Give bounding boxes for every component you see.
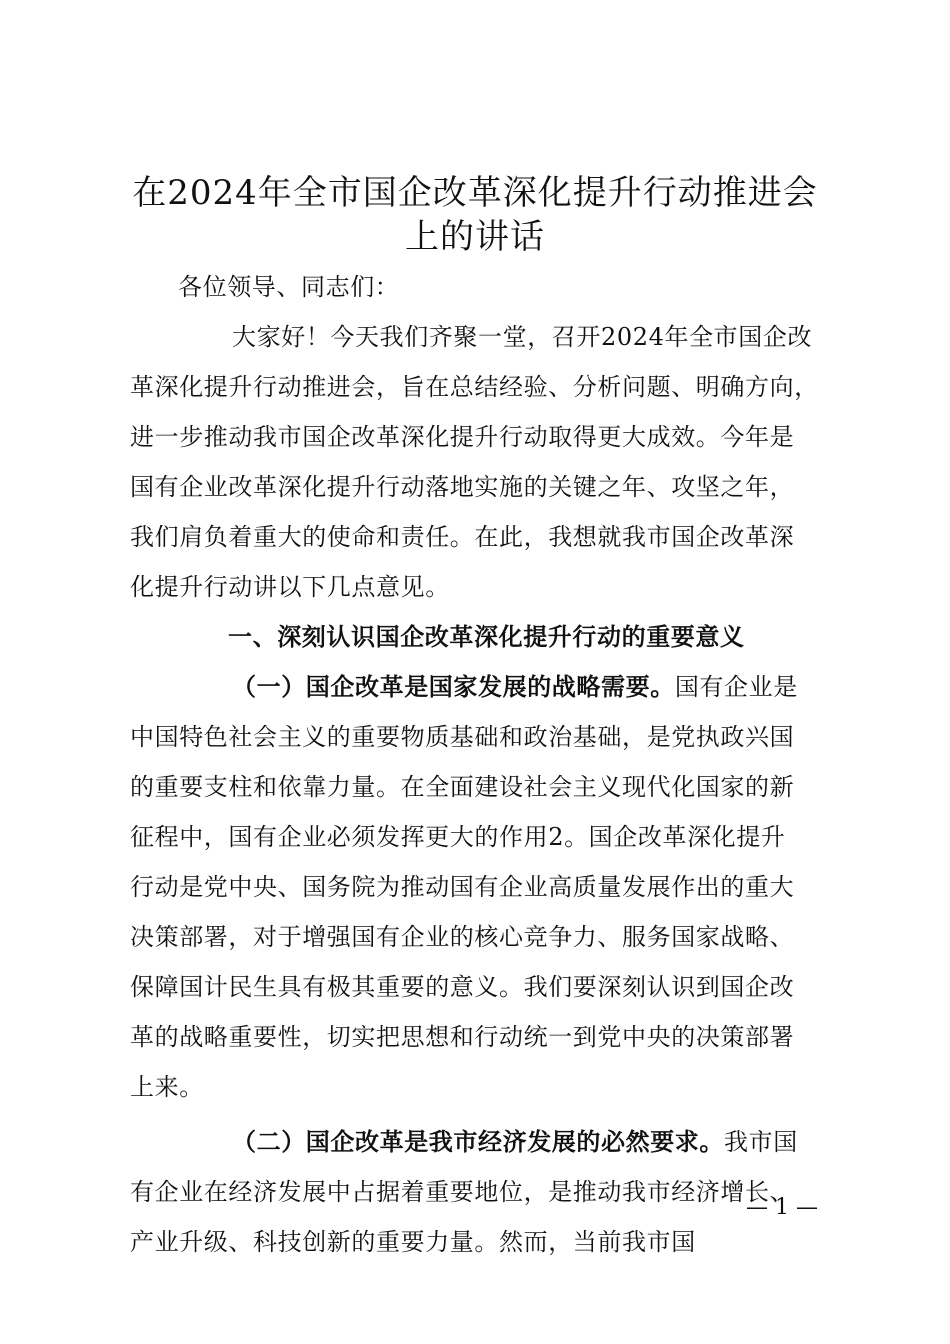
section-1-heading: 一、深刻认识国企改革深化提升行动的重要意义	[228, 622, 745, 651]
intro-line-4: 国有企业改革深化提升行动落地实施的关键之年、攻坚之年，	[130, 473, 795, 501]
page-number: — 1 —	[746, 1195, 818, 1220]
intro-line-5: 我们肩负着重大的使命和责任。在此，我想就我市国企改革深	[130, 523, 795, 551]
intro-line-2: 革深化提升行动推进会，旨在总结经验、分析问题、明确方向，	[130, 373, 819, 401]
subsection-1-line-9: 上来。	[130, 1073, 204, 1101]
intro-line-1: 大家好！今天我们齐聚一堂，召开2024年全市国企改	[232, 323, 813, 351]
subsection-1-first-line	[232, 670, 798, 704]
subsection-1-line-4: 征程中，国有企业必须发挥更大的作用2。国企改革深化提升	[130, 823, 786, 851]
subsection-2-first-line	[232, 1125, 798, 1159]
document-title-line-2: 上的讲话	[405, 217, 545, 257]
subsection-1-line-6: 决策部署，对于增强国有企业的核心竞争力、服务国家战略、	[130, 923, 795, 951]
document-title-line-1: 在2024年全市国企改革深化提升行动推进会	[132, 173, 818, 213]
subsection-1-line-2: 中国特色社会主义的重要物质基础和政治基础，是党执政兴国	[130, 723, 795, 751]
subsection-1-line-8: 革的战略重要性，切实把思想和行动统一到党中央的决策部署	[130, 1023, 795, 1051]
subsection-2-line-2: 有企业在经济发展中占据着重要地位，是推动我市经济增长、	[130, 1178, 795, 1206]
subsection-1-text: 国有企业是	[674, 673, 798, 701]
subsection-2-text: 我市国	[724, 1128, 798, 1156]
intro-line-6: 化提升行动讲以下几点意见。	[130, 573, 450, 601]
subsection-1-line-3: 的重要支柱和依靠力量。在全面建设社会主义现代化国家的新	[130, 773, 795, 801]
subsection-2-lead: （二）国企改革是我市经济发展的必然要求。	[232, 1127, 724, 1156]
salutation: 各位领导、同志们：	[178, 273, 400, 301]
subsection-1-line-5: 行动是党中央、国务院为推动国有企业高质量发展作出的重大	[130, 873, 795, 901]
subsection-1-lead: （一）国企改革是国家发展的战略需要。	[232, 672, 675, 701]
subsection-2-line-3: 产业升级、科技创新的重要力量。然而，当前我市国	[130, 1228, 696, 1256]
intro-line-3: 进一步推动我市国企改革深化提升行动取得更大成效。今年是	[130, 423, 795, 451]
subsection-1-line-7: 保障国计民生具有极其重要的意义。我们要深刻认识到国企改	[130, 973, 795, 1001]
